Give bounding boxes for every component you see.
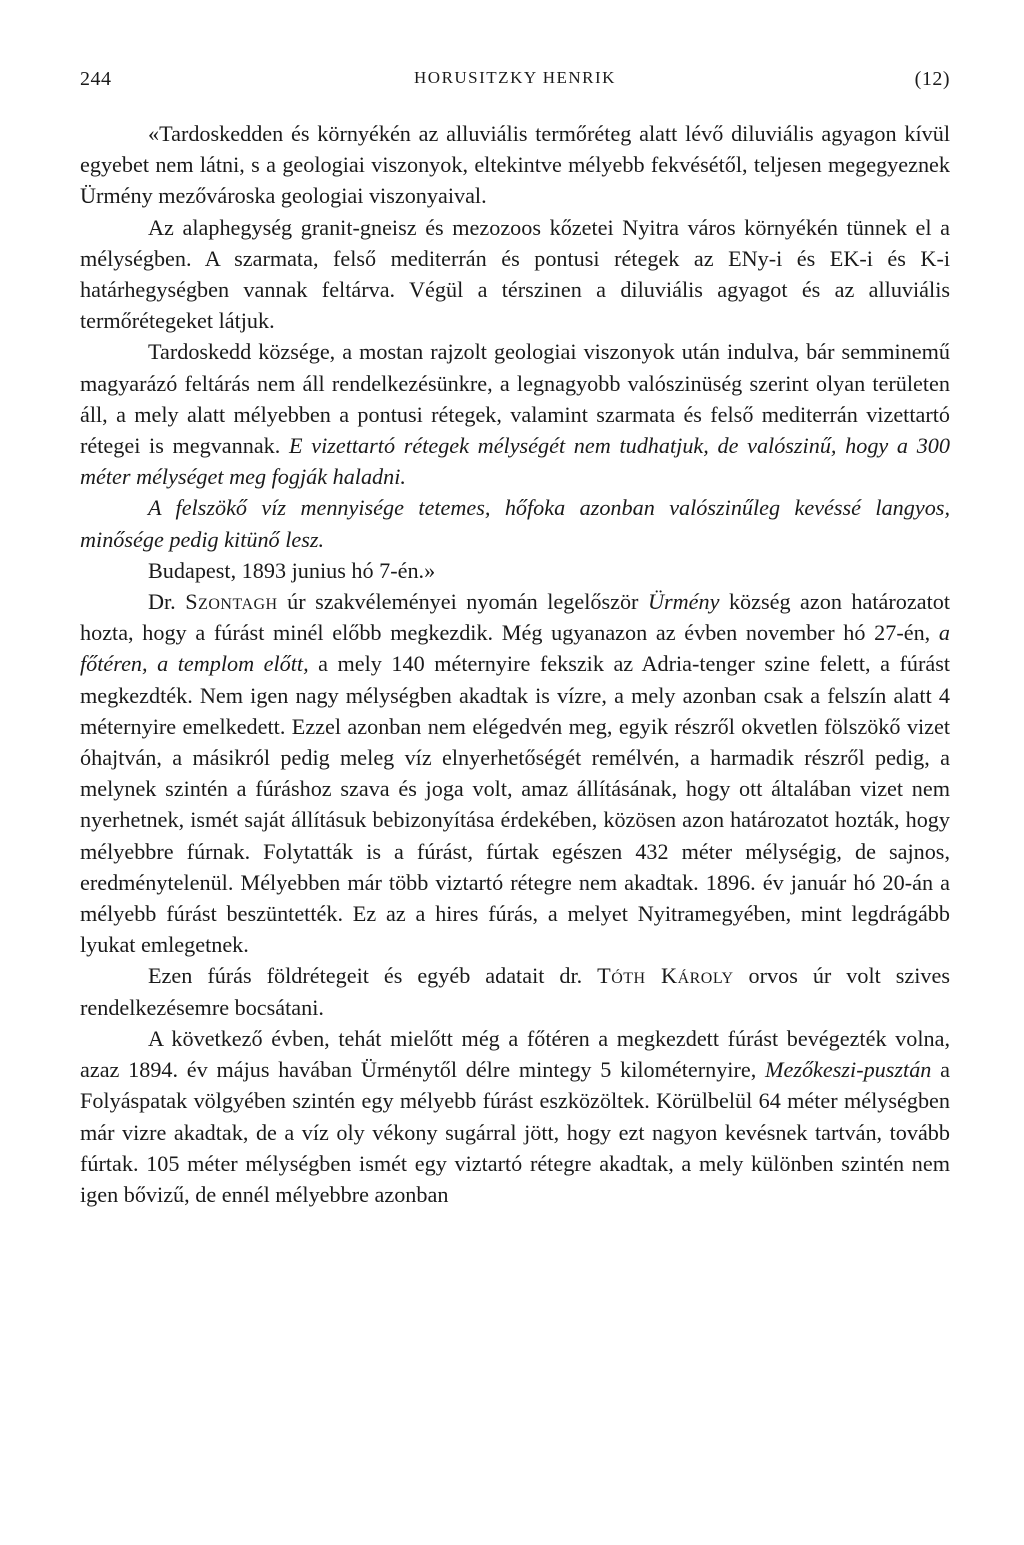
paragraph-7 [80,1023,950,1210]
section-number: (12) [914,68,950,90]
p5-mid2: község azon határozatot hozta, hogy a fúrást minél előbb megkezdik. Még ugyanazon az évben november hó 27-én, [80,589,950,646]
body-text [80,118,950,1210]
p7-post: a Folyáspatak völgyében szintén egy mélyebb fúrást eszközöltek. Körülbelül 64 méter mélységben már vizre akadtak, de a víz oly vékony sugárral jött, hogy ezt nagyon kevésnek tartván, tovább fúrtak. 105 méter mélységben ismét egy viztartó rétegre akadtak, a mely különben szintén nem igen bővizű, de ennél mélyebbre azonban [80,1057,950,1207]
paragraph-6 [80,960,950,1022]
paragraph-1: «Tardoskedden és környékén az alluviális termőréteg alatt lévő diluviális agyagon kívül egyebet nem látni, s a geologiai viszonyok, eltekintve mélyebb fekvésétől, teljesen megegyeznek Ürmény mezővároska geologiai viszonyaival. [80,121,950,209]
paragraph-3-text: Tardoskedd községe, a mostan rajzolt geologiai viszonyok után indulva, bár semminemű magyarázó feltárás nem áll rendelkezésünkre, a legnagyobb valószinüség szerint olyan területen áll, a mely alatt mélyebben a pontusi rétegek, valamint szarmata és felső mediterrán vizettartó rétegei is megvannak. [80,339,950,459]
p5-mid1: úr szakvéleményei nyomán legelőször [277,589,648,615]
p5-person-name: Szontagh [185,589,278,615]
p5-location: a főtéren, a templom előtt, [80,620,950,677]
p5-post: a mely 140 méternyire fekszik az Adria-tenger szine felett, a fúrást megkezdték. Nem igen nagy mélységben akadtak is vízre, a mely azonban csak a felszín alatt 4 méternyire emelkedett. Ezzel azonban nem elégedvén meg, egyik részről okvetlen fölszökő vizet óhajtván, a másikról pedig meleg víz elnyerhetőségét remélvén, a harmadik részről pedig, a melynek szintén a fúráshoz szava és joga volt, amaz állításának, hogy ott általában vizet nem nyerhetnek, ismét saját állításuk bebizonyítása érdekében, közösen azon határozatot hozták, hogy mélyebbre fúrnak. Folytatták is a fúrást, fúrtak egészen 432 méter mélységig, de sajnos, eredménytelenül. Mélyebben már több viztartó rétegre nem akadtak. 1896. év január hó 20-án a mélyebb fúrást beszüntették. Ez az a hires fúrás, a melyet Nyitramegyében, mint legdrágább lyukat emlegetnek. [80,651,950,958]
paragraph-4-italic: A felszökő víz mennyisége tetemes, hőfoka azonban valószinűleg kevéssé langyos, minősége pedig kitünő lesz. [80,495,950,552]
p5-place: Ürmény [647,589,720,615]
p6-person-name: Tóth Károly [597,963,734,989]
running-title: HORUSITZKY HENRIK [414,68,616,87]
paragraph-5 [80,586,950,960]
p7-pre: A következő évben, tehát mielőtt még a főtéren a megkezdett fúrást bevégezték volna, azaz 1894. év május havában Ürménytől délre mintegy 5 kilométernyire, [80,1025,950,1083]
paragraph-2: Az alaphegység granit-gneisz és mezozoos kőzetei Nyitra város környékén tünnek el a mélységben. A szarmata, felső mediterrán és pontusi rétegek az ENy-i és EK-i és K-i határhegységben vannak feltárva. Végül a térszinen a diluviális agyagot és az alluviális termőrétegeket látjuk. [80,214,950,334]
paragraph-3 [80,336,950,492]
p6-pre: Ezen fúrás földrétegeit és egyéb adatait dr. [148,963,598,989]
page-number: 244 [80,68,112,90]
p7-place: Mezőkeszi-pusztán [765,1057,932,1083]
p5-pre: Dr. [148,589,186,615]
page-header [80,68,950,98]
letter-date: Budapest, 1893 junius hó 7-én.» [148,557,436,583]
p6-post: orvos úr volt szives rendelkezésemre bocsátani. [80,963,950,1020]
paragraph-3-italic: E vizettartó rétegek mélységét nem tudhatjuk, de valószinű, hogy a 300 méter mélységet meg fogják haladni. [80,433,950,490]
